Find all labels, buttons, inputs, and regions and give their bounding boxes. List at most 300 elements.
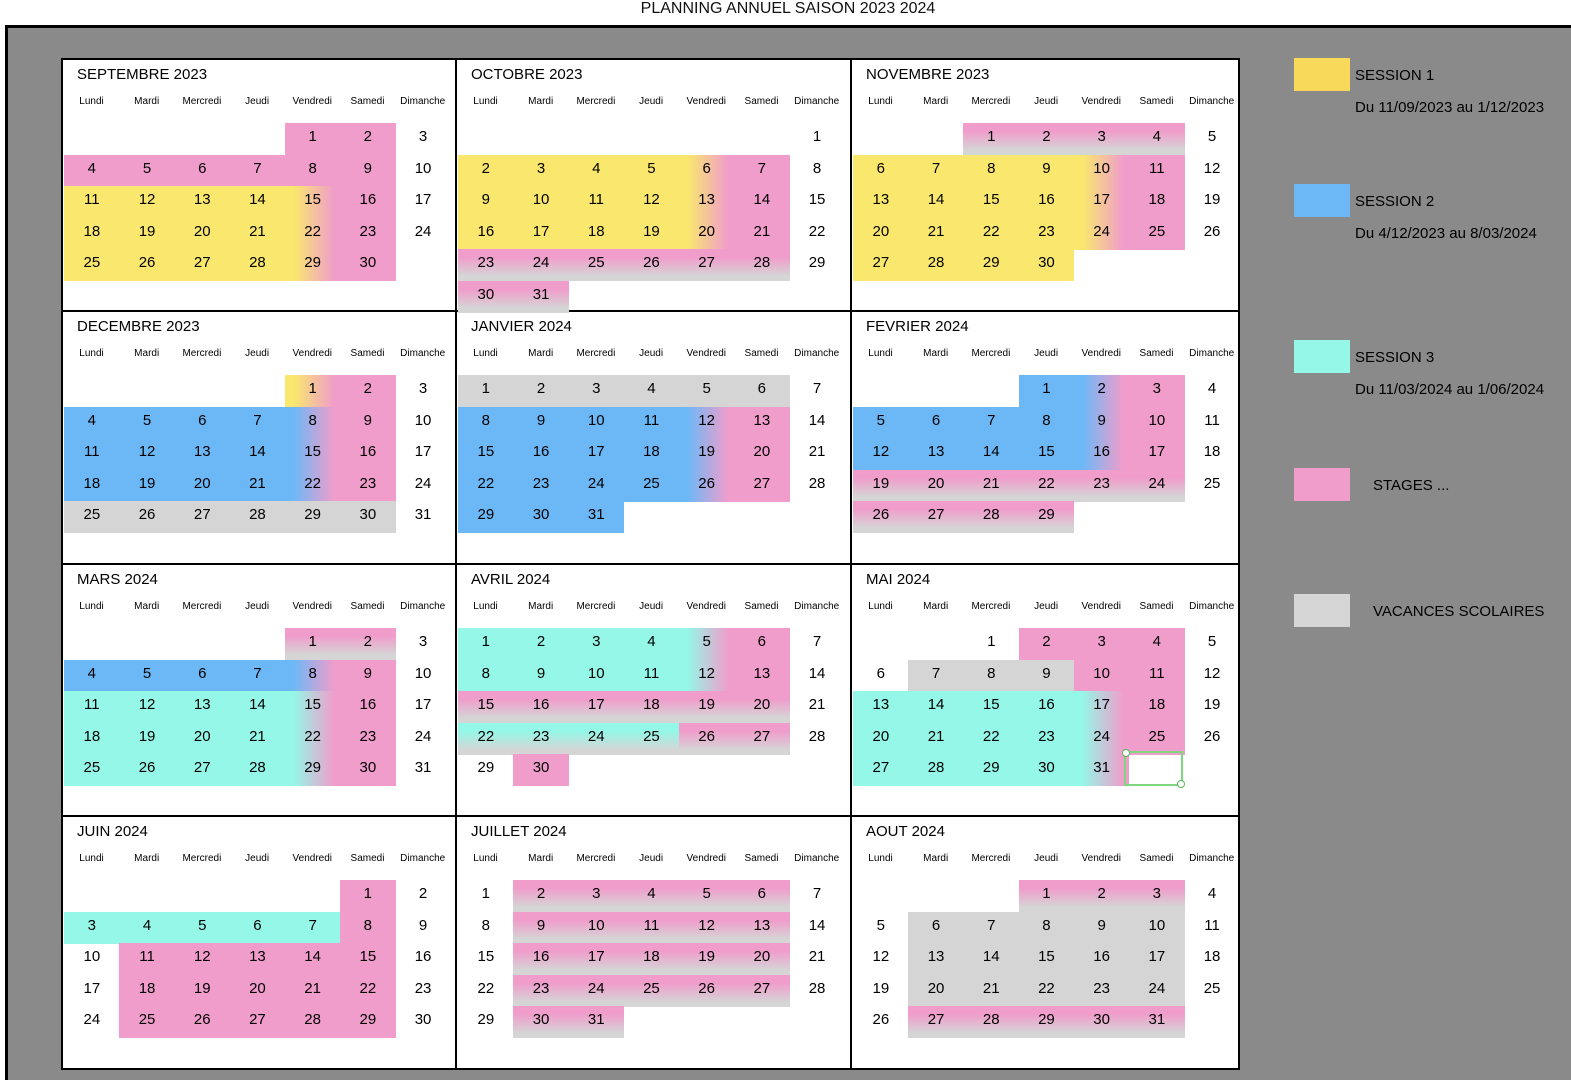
- day-cell[interactable]: 20: [230, 975, 286, 1007]
- day-cell[interactable]: 22: [963, 218, 1019, 250]
- day-cell[interactable]: 10: [414, 664, 432, 682]
- day-cell[interactable]: 9: [1074, 407, 1130, 439]
- day-cell[interactable]: 15: [963, 691, 1019, 723]
- day-cell[interactable]: 12: [679, 407, 735, 439]
- day-cell[interactable]: 21: [230, 218, 286, 250]
- day-cell[interactable]: 21: [285, 975, 341, 1007]
- day-cell[interactable]: 29: [285, 501, 341, 533]
- day-cell[interactable]: 2: [340, 375, 396, 407]
- day-cell[interactable]: 3: [1129, 880, 1185, 912]
- day-cell[interactable]: 8: [285, 407, 341, 439]
- day-cell[interactable]: 13: [908, 943, 964, 975]
- day-cell[interactable]: 9: [458, 186, 514, 218]
- day-cell[interactable]: 25: [64, 249, 120, 281]
- day-cell[interactable]: 28: [230, 754, 286, 786]
- day-cell[interactable]: 23: [414, 979, 432, 997]
- day-cell[interactable]: 17: [568, 943, 624, 975]
- day-cell[interactable]: 28: [963, 1006, 1019, 1038]
- day-cell[interactable]: 13: [174, 186, 230, 218]
- day-cell[interactable]: 12: [872, 948, 890, 966]
- day-cell[interactable]: 26: [679, 723, 735, 755]
- day-cell[interactable]: 7: [230, 660, 286, 692]
- day-cell[interactable]: 27: [853, 754, 909, 786]
- day-cell[interactable]: 26: [174, 1006, 230, 1038]
- day-cell[interactable]: 30: [513, 1006, 569, 1038]
- day-cell[interactable]: 4: [64, 660, 120, 692]
- day-cell[interactable]: 16: [1019, 186, 1075, 218]
- day-cell[interactable]: 5: [679, 880, 735, 912]
- cell-selection-box[interactable]: [1124, 751, 1183, 786]
- day-cell[interactable]: 14: [963, 438, 1019, 470]
- day-cell[interactable]: 28: [808, 727, 826, 745]
- day-cell[interactable]: 14: [230, 438, 286, 470]
- day-cell[interactable]: 15: [458, 438, 514, 470]
- day-cell[interactable]: 27: [174, 501, 230, 533]
- day-cell[interactable]: 15: [285, 438, 341, 470]
- day-cell[interactable]: 10: [414, 159, 432, 177]
- day-cell[interactable]: 23: [1074, 975, 1130, 1007]
- day-cell[interactable]: 2: [513, 375, 569, 407]
- day-cell[interactable]: 14: [908, 186, 964, 218]
- day-cell[interactable]: 27: [174, 249, 230, 281]
- day-cell[interactable]: 21: [908, 723, 964, 755]
- day-cell[interactable]: 20: [734, 691, 790, 723]
- day-cell[interactable]: 27: [679, 249, 735, 281]
- day-cell[interactable]: 18: [64, 723, 120, 755]
- day-cell[interactable]: 30: [1074, 1006, 1130, 1038]
- day-cell[interactable]: 7: [963, 912, 1019, 944]
- day-cell[interactable]: 22: [285, 218, 341, 250]
- day-cell[interactable]: 15: [285, 691, 341, 723]
- day-cell[interactable]: 29: [477, 759, 495, 777]
- day-cell[interactable]: 10: [1074, 155, 1130, 187]
- day-cell[interactable]: 7: [285, 912, 341, 944]
- day-cell[interactable]: 10: [568, 912, 624, 944]
- day-cell[interactable]: 9: [1074, 912, 1130, 944]
- day-cell[interactable]: 22: [1019, 470, 1075, 502]
- selection-handle[interactable]: [1177, 780, 1185, 788]
- day-cell[interactable]: 24: [414, 474, 432, 492]
- day-cell[interactable]: 20: [734, 438, 790, 470]
- day-cell[interactable]: 19: [624, 218, 680, 250]
- day-cell[interactable]: 4: [1207, 885, 1217, 902]
- day-cell[interactable]: 13: [734, 407, 790, 439]
- day-cell[interactable]: 25: [1203, 979, 1221, 997]
- day-cell[interactable]: 11: [119, 943, 175, 975]
- day-cell[interactable]: 9: [513, 660, 569, 692]
- day-cell[interactable]: 30: [458, 281, 514, 313]
- day-cell[interactable]: 9: [340, 155, 396, 187]
- day-cell[interactable]: 15: [285, 186, 341, 218]
- day-cell[interactable]: 23: [1019, 723, 1075, 755]
- day-cell[interactable]: 11: [64, 186, 120, 218]
- day-cell[interactable]: 6: [734, 375, 790, 407]
- day-cell[interactable]: 20: [853, 723, 909, 755]
- day-cell[interactable]: 4: [64, 407, 120, 439]
- day-cell[interactable]: 1: [285, 628, 341, 660]
- day-cell[interactable]: 8: [963, 155, 1019, 187]
- day-cell[interactable]: 16: [1019, 691, 1075, 723]
- day-cell[interactable]: 6: [174, 407, 230, 439]
- day-cell[interactable]: 20: [908, 975, 964, 1007]
- day-cell[interactable]: 3: [64, 912, 120, 944]
- day-cell[interactable]: 27: [734, 723, 790, 755]
- day-cell[interactable]: 6: [876, 664, 886, 682]
- day-cell[interactable]: 23: [340, 470, 396, 502]
- day-cell[interactable]: 24: [1129, 470, 1185, 502]
- day-cell[interactable]: 7: [812, 380, 822, 397]
- day-cell[interactable]: 16: [1074, 943, 1130, 975]
- day-cell[interactable]: 6: [174, 155, 230, 187]
- day-cell[interactable]: 6: [734, 880, 790, 912]
- day-cell[interactable]: 9: [1019, 660, 1075, 692]
- day-cell[interactable]: 19: [679, 438, 735, 470]
- day-cell[interactable]: 18: [624, 438, 680, 470]
- day-cell[interactable]: 22: [458, 723, 514, 755]
- day-cell[interactable]: 17: [1074, 691, 1130, 723]
- day-cell[interactable]: 5: [624, 155, 680, 187]
- day-cell[interactable]: 17: [568, 691, 624, 723]
- day-cell[interactable]: 29: [1019, 1006, 1075, 1038]
- day-cell[interactable]: 17: [513, 218, 569, 250]
- day-cell[interactable]: 12: [679, 660, 735, 692]
- day-cell[interactable]: 10: [513, 186, 569, 218]
- day-cell[interactable]: 24: [83, 1011, 101, 1029]
- day-cell[interactable]: 26: [119, 501, 175, 533]
- day-cell[interactable]: 27: [908, 501, 964, 533]
- day-cell[interactable]: 2: [1074, 880, 1130, 912]
- day-cell[interactable]: 24: [414, 222, 432, 240]
- day-cell[interactable]: 4: [64, 155, 120, 187]
- day-cell[interactable]: 25: [1129, 723, 1185, 755]
- day-cell[interactable]: 24: [1074, 218, 1130, 250]
- day-cell[interactable]: 29: [963, 249, 1019, 281]
- day-cell[interactable]: 17: [83, 979, 101, 997]
- day-cell[interactable]: 31: [414, 759, 432, 777]
- day-cell[interactable]: 10: [1129, 407, 1185, 439]
- day-cell[interactable]: 8: [481, 916, 491, 934]
- day-cell[interactable]: 3: [568, 880, 624, 912]
- day-cell[interactable]: 1: [987, 633, 996, 650]
- day-cell[interactable]: 16: [458, 218, 514, 250]
- day-cell[interactable]: 31: [568, 1006, 624, 1038]
- day-cell[interactable]: 21: [808, 443, 826, 461]
- day-cell[interactable]: 4: [1129, 628, 1185, 660]
- day-cell[interactable]: 1: [458, 628, 514, 660]
- day-cell[interactable]: 29: [458, 501, 514, 533]
- day-cell[interactable]: 15: [963, 186, 1019, 218]
- day-cell[interactable]: 12: [679, 912, 735, 944]
- day-cell[interactable]: 8: [340, 912, 396, 944]
- day-cell[interactable]: 21: [808, 696, 826, 714]
- day-cell[interactable]: 8: [458, 660, 514, 692]
- day-cell[interactable]: 28: [230, 249, 286, 281]
- day-cell[interactable]: 24: [568, 975, 624, 1007]
- day-cell[interactable]: 3: [1129, 375, 1185, 407]
- day-cell[interactable]: 26: [1203, 727, 1221, 745]
- day-cell[interactable]: 15: [1019, 943, 1075, 975]
- day-cell[interactable]: 7: [230, 407, 286, 439]
- day-cell[interactable]: 23: [1074, 470, 1130, 502]
- day-cell[interactable]: 13: [174, 691, 230, 723]
- day-cell[interactable]: 9: [1019, 155, 1075, 187]
- day-cell[interactable]: 26: [679, 975, 735, 1007]
- day-cell[interactable]: 18: [1129, 186, 1185, 218]
- day-cell[interactable]: 1: [1019, 375, 1075, 407]
- day-cell[interactable]: 23: [513, 470, 569, 502]
- day-cell[interactable]: 16: [513, 438, 569, 470]
- day-cell[interactable]: 4: [624, 628, 680, 660]
- day-cell[interactable]: 5: [876, 916, 886, 934]
- day-cell[interactable]: 31: [513, 281, 569, 313]
- day-cell[interactable]: 13: [679, 186, 735, 218]
- day-cell[interactable]: 17: [1129, 438, 1185, 470]
- day-cell[interactable]: 22: [285, 723, 341, 755]
- day-cell[interactable]: 22: [285, 470, 341, 502]
- day-cell[interactable]: 7: [963, 407, 1019, 439]
- day-cell[interactable]: 14: [230, 186, 286, 218]
- selection-handle[interactable]: [1122, 749, 1130, 757]
- day-cell[interactable]: 27: [908, 1006, 964, 1038]
- day-cell[interactable]: 10: [568, 407, 624, 439]
- day-cell[interactable]: 23: [513, 723, 569, 755]
- day-cell[interactable]: 22: [477, 979, 495, 997]
- day-cell[interactable]: 25: [624, 975, 680, 1007]
- day-cell[interactable]: 29: [963, 754, 1019, 786]
- day-cell[interactable]: 1: [1019, 880, 1075, 912]
- day-cell[interactable]: 16: [1074, 438, 1130, 470]
- day-cell[interactable]: 23: [340, 218, 396, 250]
- day-cell[interactable]: 27: [853, 249, 909, 281]
- day-cell[interactable]: 26: [624, 249, 680, 281]
- day-cell[interactable]: 20: [174, 470, 230, 502]
- day-cell[interactable]: 18: [1129, 691, 1185, 723]
- day-cell[interactable]: 12: [624, 186, 680, 218]
- day-cell[interactable]: 3: [418, 128, 428, 145]
- day-cell[interactable]: 21: [230, 470, 286, 502]
- day-cell[interactable]: 31: [1129, 1006, 1185, 1038]
- day-cell[interactable]: 8: [285, 155, 341, 187]
- day-cell[interactable]: 12: [119, 438, 175, 470]
- day-cell[interactable]: 23: [340, 723, 396, 755]
- day-cell[interactable]: 22: [458, 470, 514, 502]
- day-cell[interactable]: 16: [513, 943, 569, 975]
- day-cell[interactable]: 17: [1129, 943, 1185, 975]
- day-cell[interactable]: 14: [734, 186, 790, 218]
- day-cell[interactable]: 3: [1074, 123, 1130, 155]
- day-cell[interactable]: 9: [513, 912, 569, 944]
- day-cell[interactable]: 24: [414, 727, 432, 745]
- day-cell[interactable]: 5: [679, 375, 735, 407]
- day-cell[interactable]: 31: [414, 506, 432, 524]
- day-cell[interactable]: 25: [119, 1006, 175, 1038]
- day-cell[interactable]: 11: [568, 186, 624, 218]
- day-cell[interactable]: 13: [734, 912, 790, 944]
- day-cell[interactable]: 28: [734, 249, 790, 281]
- day-cell[interactable]: 10: [83, 948, 101, 966]
- day-cell[interactable]: 13: [230, 943, 286, 975]
- day-cell[interactable]: 27: [174, 754, 230, 786]
- day-cell[interactable]: 22: [808, 222, 826, 240]
- day-cell[interactable]: 30: [513, 754, 569, 786]
- day-cell[interactable]: 4: [568, 155, 624, 187]
- day-cell[interactable]: 8: [1019, 912, 1075, 944]
- day-cell[interactable]: 13: [908, 438, 964, 470]
- day-cell[interactable]: 14: [908, 691, 964, 723]
- day-cell[interactable]: 24: [513, 249, 569, 281]
- day-cell[interactable]: 5: [853, 407, 909, 439]
- day-cell[interactable]: 18: [1203, 443, 1221, 461]
- day-cell[interactable]: 22: [340, 975, 396, 1007]
- day-cell[interactable]: 8: [285, 660, 341, 692]
- day-cell[interactable]: 14: [230, 691, 286, 723]
- day-cell[interactable]: 17: [1074, 186, 1130, 218]
- day-cell[interactable]: 14: [285, 943, 341, 975]
- day-cell[interactable]: 22: [1019, 975, 1075, 1007]
- day-cell[interactable]: 2: [1074, 375, 1130, 407]
- day-cell[interactable]: 15: [458, 691, 514, 723]
- day-cell[interactable]: 14: [808, 916, 826, 934]
- day-cell[interactable]: 24: [1074, 723, 1130, 755]
- day-cell[interactable]: 17: [414, 191, 432, 209]
- day-cell[interactable]: 20: [679, 218, 735, 250]
- day-cell[interactable]: 13: [734, 660, 790, 692]
- day-cell[interactable]: 8: [963, 660, 1019, 692]
- day-cell[interactable]: 5: [119, 155, 175, 187]
- day-cell[interactable]: 4: [1129, 123, 1185, 155]
- day-cell[interactable]: 6: [174, 660, 230, 692]
- day-cell[interactable]: 29: [808, 254, 826, 272]
- day-cell[interactable]: 5: [119, 407, 175, 439]
- day-cell[interactable]: 6: [230, 912, 286, 944]
- day-cell[interactable]: 1: [481, 885, 491, 902]
- day-cell[interactable]: 12: [1203, 664, 1221, 682]
- day-cell[interactable]: 18: [1203, 948, 1221, 966]
- day-cell[interactable]: 10: [414, 411, 432, 429]
- day-cell[interactable]: 4: [624, 880, 680, 912]
- day-cell[interactable]: 26: [679, 470, 735, 502]
- day-cell[interactable]: 24: [568, 723, 624, 755]
- day-cell[interactable]: 29: [1019, 501, 1075, 533]
- day-cell[interactable]: 1: [812, 128, 822, 145]
- day-cell[interactable]: 8: [812, 159, 822, 177]
- day-cell[interactable]: 16: [340, 186, 396, 218]
- day-cell[interactable]: 22: [963, 723, 1019, 755]
- day-cell[interactable]: 20: [174, 723, 230, 755]
- day-cell[interactable]: 24: [568, 470, 624, 502]
- day-cell[interactable]: 23: [513, 975, 569, 1007]
- day-cell[interactable]: 11: [64, 438, 120, 470]
- day-cell[interactable]: 12: [174, 943, 230, 975]
- day-cell[interactable]: 29: [285, 754, 341, 786]
- day-cell[interactable]: 12: [119, 186, 175, 218]
- day-cell[interactable]: 21: [908, 218, 964, 250]
- day-cell[interactable]: 6: [908, 912, 964, 944]
- day-cell[interactable]: 11: [624, 660, 680, 692]
- day-cell[interactable]: 2: [418, 885, 428, 902]
- day-cell[interactable]: 3: [418, 380, 428, 397]
- day-cell[interactable]: 18: [119, 975, 175, 1007]
- day-cell[interactable]: 8: [1019, 407, 1075, 439]
- day-cell[interactable]: 11: [624, 912, 680, 944]
- day-cell[interactable]: 25: [624, 723, 680, 755]
- day-cell[interactable]: 30: [340, 249, 396, 281]
- day-cell[interactable]: 28: [908, 249, 964, 281]
- day-cell[interactable]: 26: [872, 1011, 890, 1029]
- day-cell[interactable]: 26: [853, 501, 909, 533]
- day-cell[interactable]: 21: [963, 470, 1019, 502]
- day-cell[interactable]: 7: [734, 155, 790, 187]
- day-cell[interactable]: 11: [1129, 660, 1185, 692]
- day-cell[interactable]: 28: [285, 1006, 341, 1038]
- day-cell[interactable]: 4: [624, 375, 680, 407]
- day-cell[interactable]: 6: [679, 155, 735, 187]
- day-cell[interactable]: 13: [174, 438, 230, 470]
- day-cell[interactable]: 16: [340, 691, 396, 723]
- day-cell[interactable]: 31: [568, 501, 624, 533]
- day-cell[interactable]: 19: [679, 943, 735, 975]
- day-cell[interactable]: 26: [1203, 222, 1221, 240]
- day-cell[interactable]: 21: [808, 948, 826, 966]
- day-cell[interactable]: 2: [1019, 628, 1075, 660]
- day-cell[interactable]: 2: [513, 628, 569, 660]
- day-cell[interactable]: 12: [1203, 159, 1221, 177]
- day-cell[interactable]: 5: [1207, 128, 1217, 145]
- day-cell[interactable]: 10: [1074, 660, 1130, 692]
- day-cell[interactable]: 18: [624, 943, 680, 975]
- day-cell[interactable]: 15: [808, 191, 826, 209]
- day-cell[interactable]: 30: [1019, 249, 1075, 281]
- day-cell[interactable]: 2: [340, 123, 396, 155]
- day-cell[interactable]: 26: [119, 754, 175, 786]
- day-cell[interactable]: 11: [624, 407, 680, 439]
- day-cell[interactable]: 10: [568, 660, 624, 692]
- day-cell[interactable]: 3: [1074, 628, 1130, 660]
- day-cell[interactable]: 11: [1204, 411, 1220, 429]
- day-cell[interactable]: 9: [418, 916, 428, 934]
- day-cell[interactable]: 7: [230, 155, 286, 187]
- day-cell[interactable]: 3: [513, 155, 569, 187]
- day-cell[interactable]: 6: [734, 628, 790, 660]
- day-cell[interactable]: 2: [340, 628, 396, 660]
- day-cell[interactable]: 21: [230, 723, 286, 755]
- day-cell[interactable]: 17: [414, 443, 432, 461]
- day-cell[interactable]: 12: [853, 438, 909, 470]
- day-cell[interactable]: 13: [853, 186, 909, 218]
- day-cell[interactable]: 16: [513, 691, 569, 723]
- day-cell[interactable]: 7: [812, 885, 822, 902]
- day-cell[interactable]: 16: [340, 438, 396, 470]
- day-cell[interactable]: 7: [812, 633, 822, 650]
- day-cell[interactable]: 18: [568, 218, 624, 250]
- day-cell[interactable]: 15: [340, 943, 396, 975]
- day-cell[interactable]: 15: [1019, 438, 1075, 470]
- day-cell[interactable]: 9: [340, 660, 396, 692]
- day-cell[interactable]: 25: [568, 249, 624, 281]
- day-cell[interactable]: 3: [568, 628, 624, 660]
- day-cell[interactable]: 30: [340, 501, 396, 533]
- day-cell[interactable]: 19: [1203, 696, 1221, 714]
- day-cell[interactable]: 21: [963, 975, 1019, 1007]
- day-cell[interactable]: 27: [734, 975, 790, 1007]
- day-cell[interactable]: 28: [230, 501, 286, 533]
- day-cell[interactable]: 19: [679, 691, 735, 723]
- day-cell[interactable]: 4: [119, 912, 175, 944]
- day-cell[interactable]: 23: [1019, 218, 1075, 250]
- day-cell[interactable]: 27: [734, 470, 790, 502]
- day-cell[interactable]: 29: [340, 1006, 396, 1038]
- day-cell[interactable]: 18: [64, 218, 120, 250]
